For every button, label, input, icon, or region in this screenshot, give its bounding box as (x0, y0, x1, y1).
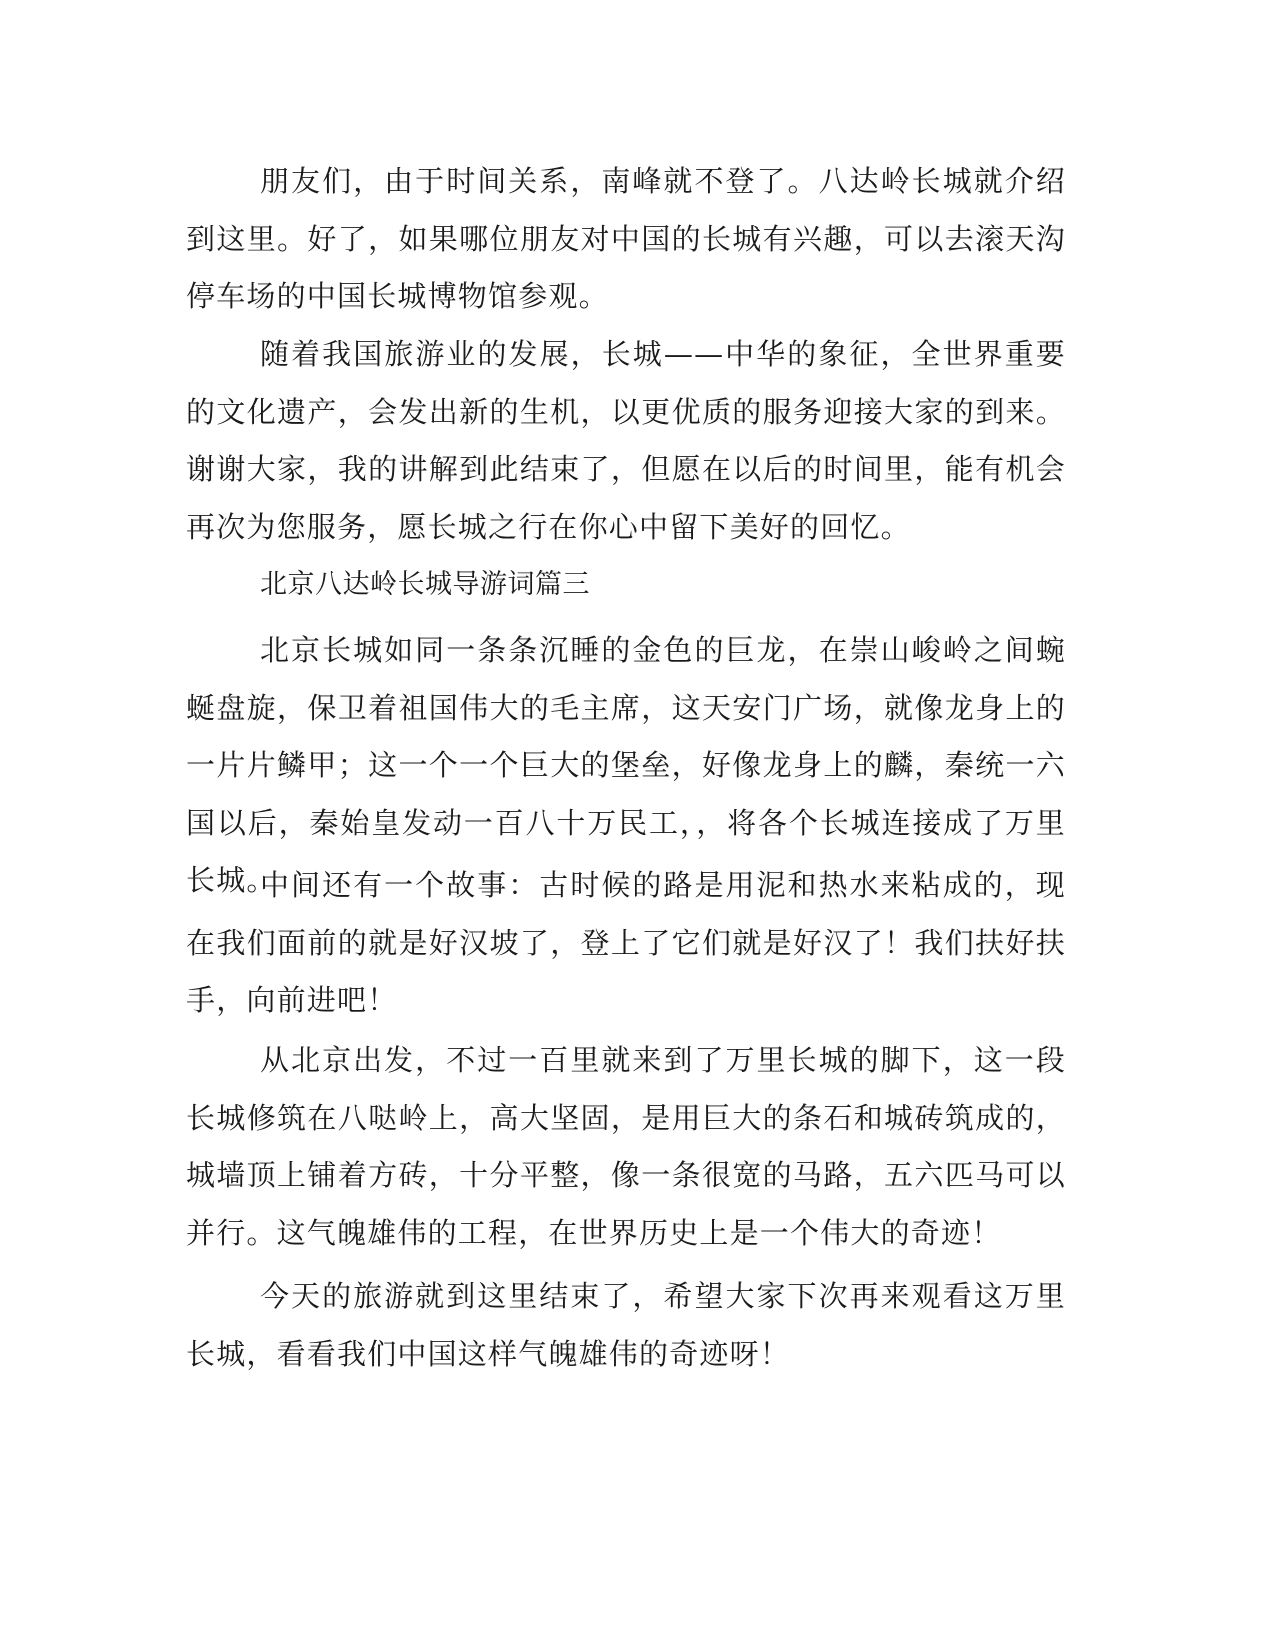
paragraph-3: 北京长城如同一条条沉睡的金色的巨龙，在崇山峻岭之间蜿蜒盘旋，保卫着祖国伟大的毛主席，这天安门广场，就像龙身上的一片片鳞甲；这一个一个巨大的堡垒，好像龙身上的麟，秦统一六国以后，秦始皇发动一百八十万民工，，将各个长城连接成了万里长城。 (186, 633, 1066, 897)
paragraph-5: 从北京出发，不过一百里就来到了万里长城的脚下，这一段长城修筑在八哒岭上，高大坚固，是用巨大的条石和城砖筑成的，城墙顶上铺着方砖，十分平整，像一条很宽的马路，五六匹马可以并行。这气魄雄伟的工程，在世界历史上是一个伟大的奇迹！ (186, 1043, 1066, 1250)
paragraph-1: 朋友们，由于时间关系，南峰就不登了。八达岭长城就介绍到这里。好了，如果哪位朋友对中国的长城有兴趣，可以去滚天沟停车场的中国长城博物馆参观。 (186, 164, 1066, 313)
section-heading: 北京八达岭长城导游词篇三 (260, 569, 590, 600)
paragraph-6: 今天的旅游就到这里结束了，希望大家下次再来观看这万里长城，看看我们中国这样气魄雄伟的奇迹呀！ (186, 1279, 1066, 1371)
paragraph-4: 中间还有一个故事：古时候的路是用泥和热水来粘成的，现在我们面前的就是好汉坡了，登上了它们就是好汉了！我们扶好扶手，向前进吧！ (186, 868, 1066, 1017)
paragraph-2: 随着我国旅游业的发展，长城——中华的象征，全世界重要的文化遗产，会发出新的生机，以更优质的服务迎接大家的到来。谢谢大家，我的讲解到此结束了，但愿在以后的时间里，能有机会再次为您服务，愿长城之行在你心中留下美好的回忆。 (186, 337, 1066, 544)
